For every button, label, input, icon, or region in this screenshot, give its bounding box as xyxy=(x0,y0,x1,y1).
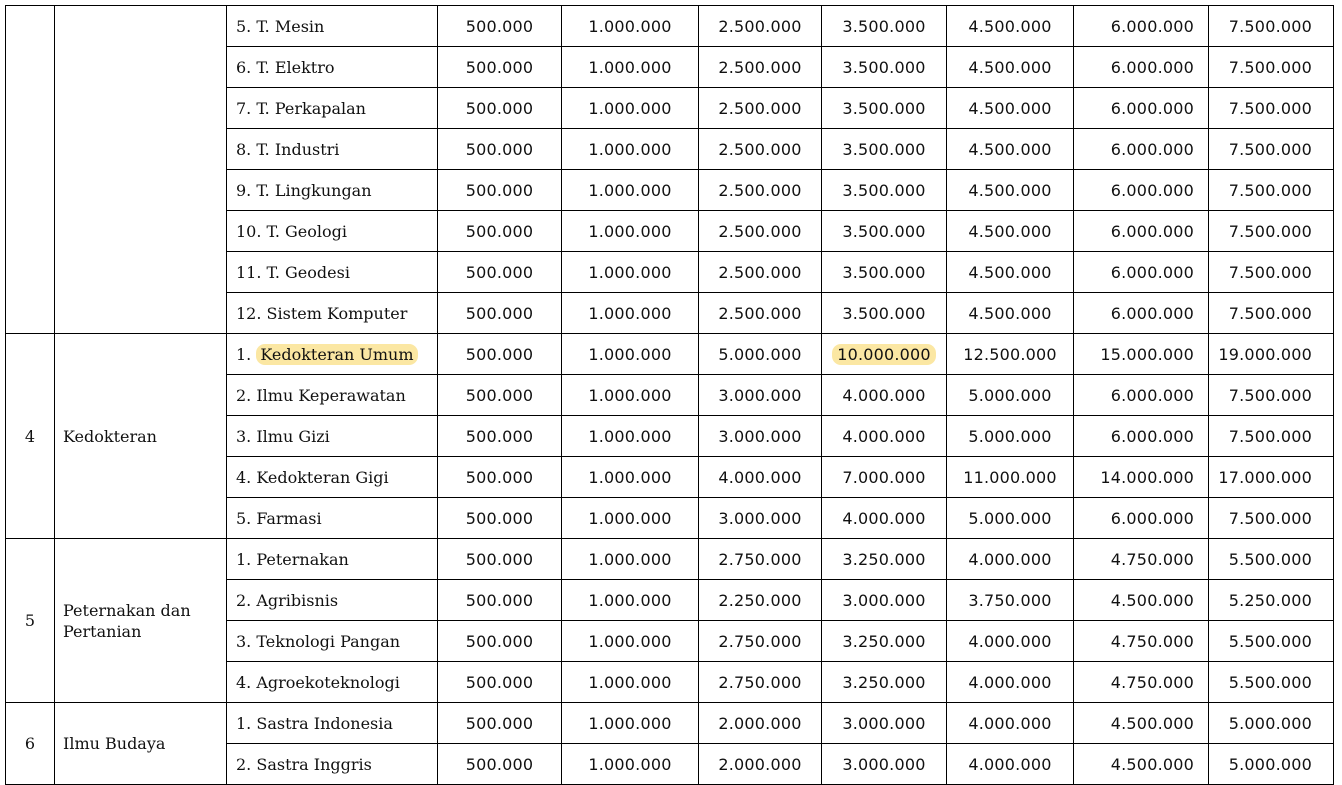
fee-cell-level-5: 4.000.000 xyxy=(947,662,1074,703)
highlighted-program-name: Kedokteran Umum xyxy=(256,344,417,365)
fee-cell-level-1: 500.000 xyxy=(438,6,562,47)
fee-cell-level-3: 4.000.000 xyxy=(699,457,822,498)
fee-cell-level-6: 6.000.000 xyxy=(1074,293,1209,334)
program-name: 1. Peternakan xyxy=(227,539,438,580)
fee-cell-level-6: 6.000.000 xyxy=(1074,88,1209,129)
fee-cell-level-5: 11.000.000 xyxy=(947,457,1074,498)
program-name: 2. Ilmu Keperawatan xyxy=(227,375,438,416)
fee-cell-level-7: 7.500.000 xyxy=(1209,375,1334,416)
faculty-name xyxy=(55,6,227,334)
fee-cell-level-1: 500.000 xyxy=(438,416,562,457)
fee-cell-level-2: 1.000.000 xyxy=(562,88,699,129)
fee-cell-level-6: 4.750.000 xyxy=(1074,539,1209,580)
fee-cell-level-6: 6.000.000 xyxy=(1074,416,1209,457)
fee-cell-level-6: 4.750.000 xyxy=(1074,662,1209,703)
fee-cell-level-7: 7.500.000 xyxy=(1209,252,1334,293)
table-row xyxy=(6,6,1334,47)
fee-cell-level-4: 3.500.000 xyxy=(822,47,947,88)
fee-cell-level-3: 2.500.000 xyxy=(699,293,822,334)
fee-cell-level-6: 6.000.000 xyxy=(1074,170,1209,211)
fee-cell-level-4: 3.500.000 xyxy=(822,170,947,211)
fee-cell-level-5: 4.000.000 xyxy=(947,539,1074,580)
fee-cell-level-3: 2.000.000 xyxy=(699,744,822,785)
fee-cell-level-6: 6.000.000 xyxy=(1074,211,1209,252)
fee-cell-level-5: 4.000.000 xyxy=(947,621,1074,662)
fee-cell-level-4: 3.250.000 xyxy=(822,539,947,580)
program-name: 6. T. Elektro xyxy=(227,47,438,88)
faculty-number: 6 xyxy=(6,703,55,785)
fee-cell-level-1: 500.000 xyxy=(438,703,562,744)
fee-cell-level-6: 4.500.000 xyxy=(1074,744,1209,785)
fee-cell-level-5: 5.000.000 xyxy=(947,416,1074,457)
fee-cell-level-4: 3.250.000 xyxy=(822,662,947,703)
table-row xyxy=(6,334,1334,375)
fee-cell-level-3: 5.000.000 xyxy=(699,334,822,375)
fee-cell-level-2: 1.000.000 xyxy=(562,580,699,621)
fee-cell-level-4: 4.000.000 xyxy=(822,416,947,457)
program-name: 3. Teknologi Pangan xyxy=(227,621,438,662)
fee-cell-level-2: 1.000.000 xyxy=(562,170,699,211)
table-row xyxy=(6,703,1334,744)
fee-cell-level-2: 1.000.000 xyxy=(562,539,699,580)
fee-cell-level-5: 5.000.000 xyxy=(947,375,1074,416)
fee-cell-level-6: 6.000.000 xyxy=(1074,375,1209,416)
fee-cell-level-4: 4.000.000 xyxy=(822,498,947,539)
table-body xyxy=(6,6,1334,785)
fee-cell-level-6: 6.000.000 xyxy=(1074,129,1209,170)
fee-cell-level-5: 4.500.000 xyxy=(947,293,1074,334)
fee-cell-level-6: 4.500.000 xyxy=(1074,703,1209,744)
program-name: 4. Agroekoteknologi xyxy=(227,662,438,703)
fee-cell-level-6: 4.750.000 xyxy=(1074,621,1209,662)
fee-cell-level-7: 17.000.000 xyxy=(1209,457,1334,498)
program-name xyxy=(227,334,438,375)
fee-cell-level-6: 15.000.000 xyxy=(1074,334,1209,375)
program-name: 12. Sistem Komputer xyxy=(227,293,438,334)
fee-cell-level-2: 1.000.000 xyxy=(562,47,699,88)
fee-cell-level-1: 500.000 xyxy=(438,47,562,88)
fee-cell-level-5: 4.000.000 xyxy=(947,703,1074,744)
program-name: 1. Sastra Indonesia xyxy=(227,703,438,744)
fee-cell-level-1: 500.000 xyxy=(438,744,562,785)
faculty-number: 5 xyxy=(6,539,55,703)
table-row xyxy=(6,539,1334,580)
fee-cell-level-7: 5.500.000 xyxy=(1209,539,1334,580)
fee-cell-level-3: 3.000.000 xyxy=(699,498,822,539)
fee-cell-level-6: 6.000.000 xyxy=(1074,6,1209,47)
faculty-name: Ilmu Budaya xyxy=(55,703,227,785)
fee-cell-level-1: 500.000 xyxy=(438,375,562,416)
fee-cell-level-5: 4.500.000 xyxy=(947,211,1074,252)
fee-cell-level-2: 1.000.000 xyxy=(562,457,699,498)
fee-cell-level-5: 4.500.000 xyxy=(947,129,1074,170)
fee-cell-level-4 xyxy=(822,334,947,375)
fee-cell-level-2: 1.000.000 xyxy=(562,211,699,252)
program-name: 2. Sastra Inggris xyxy=(227,744,438,785)
fee-cell-level-6: 6.000.000 xyxy=(1074,252,1209,293)
fee-cell-level-1: 500.000 xyxy=(438,580,562,621)
fee-cell-level-1: 500.000 xyxy=(438,539,562,580)
fee-cell-level-3: 2.500.000 xyxy=(699,211,822,252)
fee-cell-level-3: 2.750.000 xyxy=(699,662,822,703)
fee-cell-level-4: 3.000.000 xyxy=(822,744,947,785)
fee-cell-level-2: 1.000.000 xyxy=(562,703,699,744)
fee-cell-level-3: 2.500.000 xyxy=(699,170,822,211)
fee-cell-level-1: 500.000 xyxy=(438,252,562,293)
fee-cell-level-6: 6.000.000 xyxy=(1074,498,1209,539)
fee-cell-level-7: 7.500.000 xyxy=(1209,129,1334,170)
fee-cell-level-3: 2.750.000 xyxy=(699,621,822,662)
faculty-name: Peternakan dan Pertanian xyxy=(55,539,227,703)
fee-cell-level-3: 2.500.000 xyxy=(699,6,822,47)
fee-cell-level-7: 7.500.000 xyxy=(1209,416,1334,457)
fee-cell-level-2: 1.000.000 xyxy=(562,662,699,703)
program-name: 9. T. Lingkungan xyxy=(227,170,438,211)
fee-cell-level-2: 1.000.000 xyxy=(562,621,699,662)
fee-cell-level-7: 7.500.000 xyxy=(1209,6,1334,47)
fee-cell-level-7: 7.500.000 xyxy=(1209,47,1334,88)
fee-cell-level-7: 7.500.000 xyxy=(1209,498,1334,539)
fee-cell-level-4: 3.500.000 xyxy=(822,129,947,170)
fee-cell-level-6: 14.000.000 xyxy=(1074,457,1209,498)
fee-cell-level-4: 3.500.000 xyxy=(822,88,947,129)
fee-cell-level-1: 500.000 xyxy=(438,621,562,662)
fee-cell-level-6: 6.000.000 xyxy=(1074,47,1209,88)
fee-cell-level-2: 1.000.000 xyxy=(562,293,699,334)
fee-cell-level-3: 2.250.000 xyxy=(699,580,822,621)
fee-cell-level-5: 4.500.000 xyxy=(947,252,1074,293)
fee-cell-level-2: 1.000.000 xyxy=(562,416,699,457)
fee-cell-level-2: 1.000.000 xyxy=(562,6,699,47)
fee-cell-level-2: 1.000.000 xyxy=(562,252,699,293)
program-name: 5. T. Mesin xyxy=(227,6,438,47)
program-name: 7. T. Perkapalan xyxy=(227,88,438,129)
program-name: 3. Ilmu Gizi xyxy=(227,416,438,457)
fee-cell-level-5: 5.000.000 xyxy=(947,498,1074,539)
tuition-fee-table xyxy=(5,5,1334,785)
fee-cell-level-7: 5.000.000 xyxy=(1209,744,1334,785)
fee-cell-level-7: 5.500.000 xyxy=(1209,621,1334,662)
fee-cell-level-1: 500.000 xyxy=(438,662,562,703)
fee-cell-level-7: 5.000.000 xyxy=(1209,703,1334,744)
fee-cell-level-3: 3.000.000 xyxy=(699,375,822,416)
fee-cell-level-1: 500.000 xyxy=(438,211,562,252)
fee-cell-level-3: 2.500.000 xyxy=(699,252,822,293)
fee-cell-level-4: 3.500.000 xyxy=(822,252,947,293)
program-name: 4. Kedokteran Gigi xyxy=(227,457,438,498)
faculty-number xyxy=(6,6,55,334)
faculty-number: 4 xyxy=(6,334,55,539)
fee-cell-level-4: 3.250.000 xyxy=(822,621,947,662)
fee-cell-level-1: 500.000 xyxy=(438,498,562,539)
fee-cell-level-1: 500.000 xyxy=(438,293,562,334)
fee-cell-level-1: 500.000 xyxy=(438,88,562,129)
program-name: 11. T. Geodesi xyxy=(227,252,438,293)
fee-cell-level-4: 3.500.000 xyxy=(822,211,947,252)
fee-cell-level-7: 5.500.000 xyxy=(1209,662,1334,703)
fee-cell-level-4: 3.000.000 xyxy=(822,580,947,621)
fee-cell-level-2: 1.000.000 xyxy=(562,334,699,375)
fee-cell-level-3: 2.000.000 xyxy=(699,703,822,744)
fee-cell-level-5: 12.500.000 xyxy=(947,334,1074,375)
fee-cell-level-7: 7.500.000 xyxy=(1209,293,1334,334)
fee-cell-level-1: 500.000 xyxy=(438,170,562,211)
fee-cell-level-5: 4.500.000 xyxy=(947,47,1074,88)
fee-cell-level-5: 4.500.000 xyxy=(947,6,1074,47)
fee-cell-level-7: 19.000.000 xyxy=(1209,334,1334,375)
fee-cell-level-4: 4.000.000 xyxy=(822,375,947,416)
program-number: 1. xyxy=(236,344,257,364)
program-name: 5. Farmasi xyxy=(227,498,438,539)
faculty-name: Kedokteran xyxy=(55,334,227,539)
fee-cell-level-1: 500.000 xyxy=(438,334,562,375)
fee-cell-level-6: 4.500.000 xyxy=(1074,580,1209,621)
fee-cell-level-5: 3.750.000 xyxy=(947,580,1074,621)
fee-cell-level-4: 3.000.000 xyxy=(822,703,947,744)
fee-cell-level-2: 1.000.000 xyxy=(562,744,699,785)
fee-cell-level-3: 3.000.000 xyxy=(699,416,822,457)
fee-cell-level-1: 500.000 xyxy=(438,457,562,498)
fee-cell-level-7: 7.500.000 xyxy=(1209,170,1334,211)
fee-cell-level-5: 4.500.000 xyxy=(947,170,1074,211)
fee-cell-level-2: 1.000.000 xyxy=(562,375,699,416)
fee-cell-level-3: 2.500.000 xyxy=(699,47,822,88)
fee-cell-level-3: 2.500.000 xyxy=(699,88,822,129)
fee-cell-level-4: 3.500.000 xyxy=(822,293,947,334)
fee-cell-level-4: 3.500.000 xyxy=(822,6,947,47)
program-name: 10. T. Geologi xyxy=(227,211,438,252)
fee-cell-level-7: 7.500.000 xyxy=(1209,88,1334,129)
program-name: 2. Agribisnis xyxy=(227,580,438,621)
fee-cell-level-1: 500.000 xyxy=(438,129,562,170)
fee-cell-level-5: 4.000.000 xyxy=(947,744,1074,785)
fee-cell-level-7: 5.250.000 xyxy=(1209,580,1334,621)
fee-cell-level-7: 7.500.000 xyxy=(1209,211,1334,252)
fee-cell-level-3: 2.750.000 xyxy=(699,539,822,580)
highlighted-fee: 10.000.000 xyxy=(832,344,936,365)
fee-cell-level-2: 1.000.000 xyxy=(562,498,699,539)
fee-cell-level-4: 7.000.000 xyxy=(822,457,947,498)
fee-cell-level-3: 2.500.000 xyxy=(699,129,822,170)
program-name: 8. T. Industri xyxy=(227,129,438,170)
fee-cell-level-2: 1.000.000 xyxy=(562,129,699,170)
fee-cell-level-5: 4.500.000 xyxy=(947,88,1074,129)
